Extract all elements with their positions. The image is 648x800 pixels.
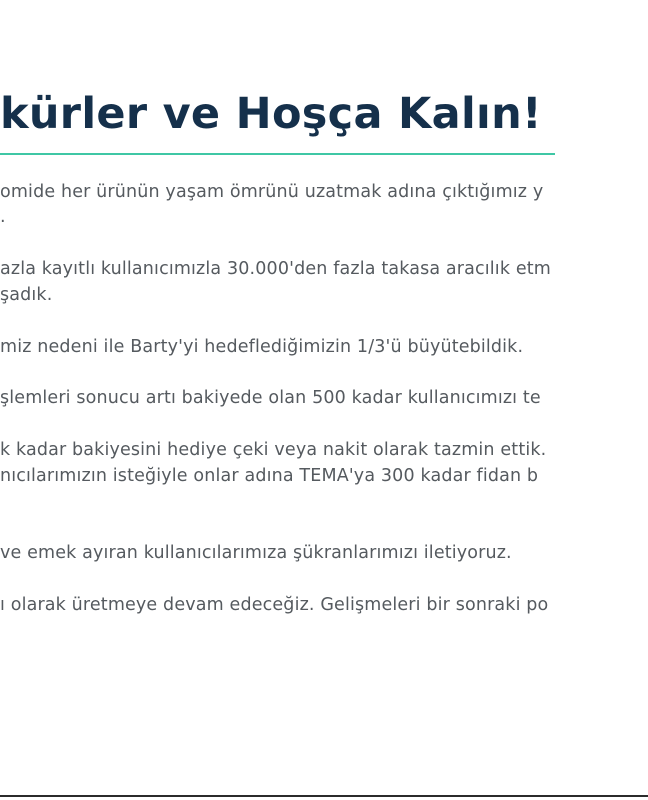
body-line-8: nıcılarımızın isteğiyle onlar adına TEMA'ya 300 kadar fidan b (0, 466, 539, 486)
body-line-9: ve emek ayıran kullanıcılarımıza şükranlarımızı iletiyoruz. (0, 543, 512, 563)
body-line-3: azla kayıtlı kullanıcımızla 30.000'den fazla takasa aracılık etm (0, 259, 551, 279)
body-line-5: miz nedeni ile Barty'yi hedeflediğimizin 1/3'ü büyütebildik. (0, 337, 524, 357)
body-line-2: . (0, 207, 6, 227)
body-line-4: şadık. (0, 285, 53, 305)
body-line-1: omide her ürünün yaşam ömrünü uzatmak adına çıktığımız y (0, 182, 544, 202)
body-line-6: şlemleri sonucu artı bakiyede olan 500 kadar kullanıcımızı te (0, 388, 541, 408)
body-line-10: ı olarak üretmeye devam edeceğiz. Gelişmeleri bir sonraki po (0, 595, 549, 615)
title-underline (0, 153, 555, 155)
body-line-7: k kadar bakiyesini hediye çeki veya nakit olarak tazmin ettik. (0, 440, 547, 460)
slide-title: kürler ve Hoşça Kalın! (0, 89, 542, 139)
bottom-divider (0, 795, 648, 797)
